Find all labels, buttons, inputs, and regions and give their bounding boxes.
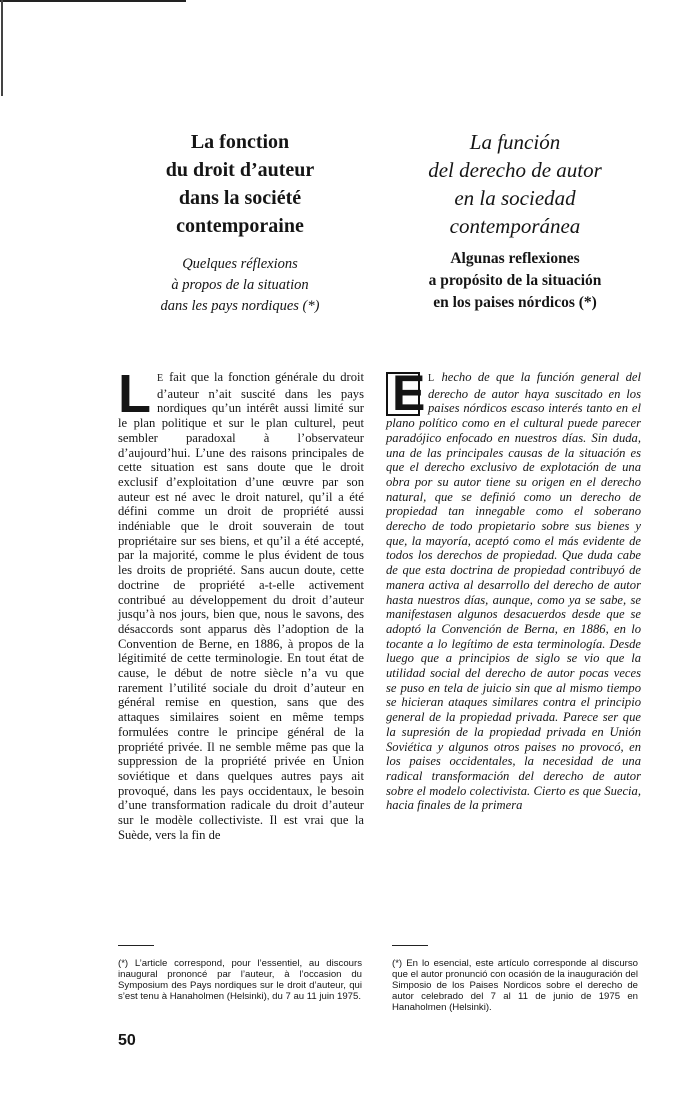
french-subtitle-line: à propos de la situation — [171, 277, 309, 293]
spanish-title-line: del derecho de autor — [428, 158, 602, 182]
spanish-footnote: (*) En lo esencial, este artículo corresponde al discurso que el autor pronunció con ocasión de la inauguración del Simposio de los Paises Nordicos sobre el derecho de autor celebrado del 7 al 11 de junio de 1975 en Hanaholmen (Helsinki). — [392, 958, 638, 1013]
french-paragraph: fait que la fonction générale du droit d’auteur n’ait suscité dans les pays nordiques qu’un intérêt aussi limité sur le plan politique et sur le plan culturel, peut sembler paradoxal à l’observateur d’aujourd’hui. L’une des raisons principales de cette situation est sans doute que le droit exclusif d’exploitation d’une œuvre par son auteur est né avec le droit naturel, qu’il a été défini comme un droit de propriété aussi indéniable que le droit souverain de tout propriétaire sur ses biens, et qu’il a été accepté, par la majorité, comme le plus évident de tous les droits de propriété. Sans aucun doute, cette doctrine de propriété a-t-elle activement contribué au développement du droit d’auteur jusqu’à nos jours, bien que, nous le savons, des désaccords sont apparus dès l’adoption de la Convention de Berne, en 1886, à propos de la légitimité de cette terminologie. En tout état de cause, le début de notre siècle n’a vu que rarement l’utilité sociale du droit d’auteur en général remise en question, sans que des attaques similaires soient en même temps formulées contre le principe général de la propriété privée. Il ne semble même pas que la suppression de la propriété privée en Union soviétique et dans quelques autres pays ait provoqué, dans les pays occidentaux, le besoin d’une transformation radicale du droit d’auteur sur le modèle collectiviste. Il est vrai que la Suède, vers la fin de — [118, 370, 364, 842]
spanish-subtitle-line: Algunas reflexiones — [450, 250, 580, 267]
french-title-line: dans la société — [178, 187, 302, 209]
french-subtitle-line: dans les pays nordiques (*) — [160, 298, 320, 314]
french-title-line: du droit d’auteur — [165, 159, 315, 181]
spanish-body-text — [386, 365, 641, 813]
french-subtitle — [110, 254, 370, 317]
french-drop-cap: L — [118, 364, 151, 424]
left-margin-rule — [1, 0, 3, 96]
french-footnote: (*) L’article correspond, pour l’essentiel, au discours inaugural prononcé par l’auteur, à l’occasion du Symposium des Pays nordiques sur le droit d’auteur, qui s’est tenu à Hanaholmen (Helsinki), du 7 au 11 juin 1975. — [118, 958, 362, 1002]
spanish-subtitle — [384, 248, 646, 314]
french-body-text — [118, 364, 364, 843]
french-title — [110, 128, 370, 240]
spanish-title-line: contemporánea — [449, 214, 581, 238]
spanish-drop-cap-letter: E — [392, 365, 426, 421]
spanish-title — [384, 128, 646, 240]
spanish-paragraph: hecho de que la función general del derecho de autor haya suscitado en los paises nórdicos escaso interés tanto en el plano político como en el cultural puede parecer paradójico enfocado en nuestros días. Sin duda, una de las principales causas de la situación es que el derecho exclusivo de explotación de una obra por su autor tiene su origen en el derecho natural, que se definió como un derecho de propiedad tan innegable como el soberano derecho de todo propietario sobre sus bienes y que, la mayoría, aceptó como el más evidente de todos los derechos de propiedad. Que duda cabe de que esta doctrina de propiedad contribuyó de manera activa al desarrollo del derecho de autor hasta nuestros días, aunque, como ya se sabe, se manifestasen algunos desacuerdos desde que se adoptó la Convención de Berna, en 1886, en lo tocante a lo legítimo de esta terminología. Desde luego que a principios de siglo se vio que la utilidad social del derecho de autor pocas veces se puso en tela de juicio sin que al mismo tiempo se hicieran ataques similares contra el principio general de la propiedad privada. Parece ser que la supresión de la propiedad privada en Unión Soviética y algunos otros paises no provocó, en los paises occidentales, la necesidad de una radical transformación del derecho de autor sobre el modelo colectivista. Cierto es que Suecia, hacia finales de la primera — [386, 370, 641, 813]
french-title-line: La fonction — [190, 131, 290, 153]
page-number: 50 — [118, 1032, 136, 1049]
french-lead-letter: E — [157, 373, 165, 384]
spanish-title-line: en la sociedad — [454, 186, 576, 210]
spanish-heading — [384, 128, 646, 314]
french-title-line: contemporaine — [176, 215, 304, 237]
spanish-footnote-rule — [392, 945, 428, 946]
spanish-title-line: La función — [469, 130, 561, 154]
french-heading — [110, 128, 370, 317]
spanish-subtitle-line: en los paises nórdicos (*) — [433, 294, 597, 311]
french-subtitle-line: Quelques réflexions — [182, 256, 298, 272]
top-rule — [0, 0, 186, 2]
spanish-drop-cap — [386, 365, 426, 421]
french-footnote-rule — [118, 945, 154, 946]
spanish-subtitle-line: a propósito de la situación — [428, 272, 602, 289]
spanish-lead-letter: L — [428, 373, 436, 384]
